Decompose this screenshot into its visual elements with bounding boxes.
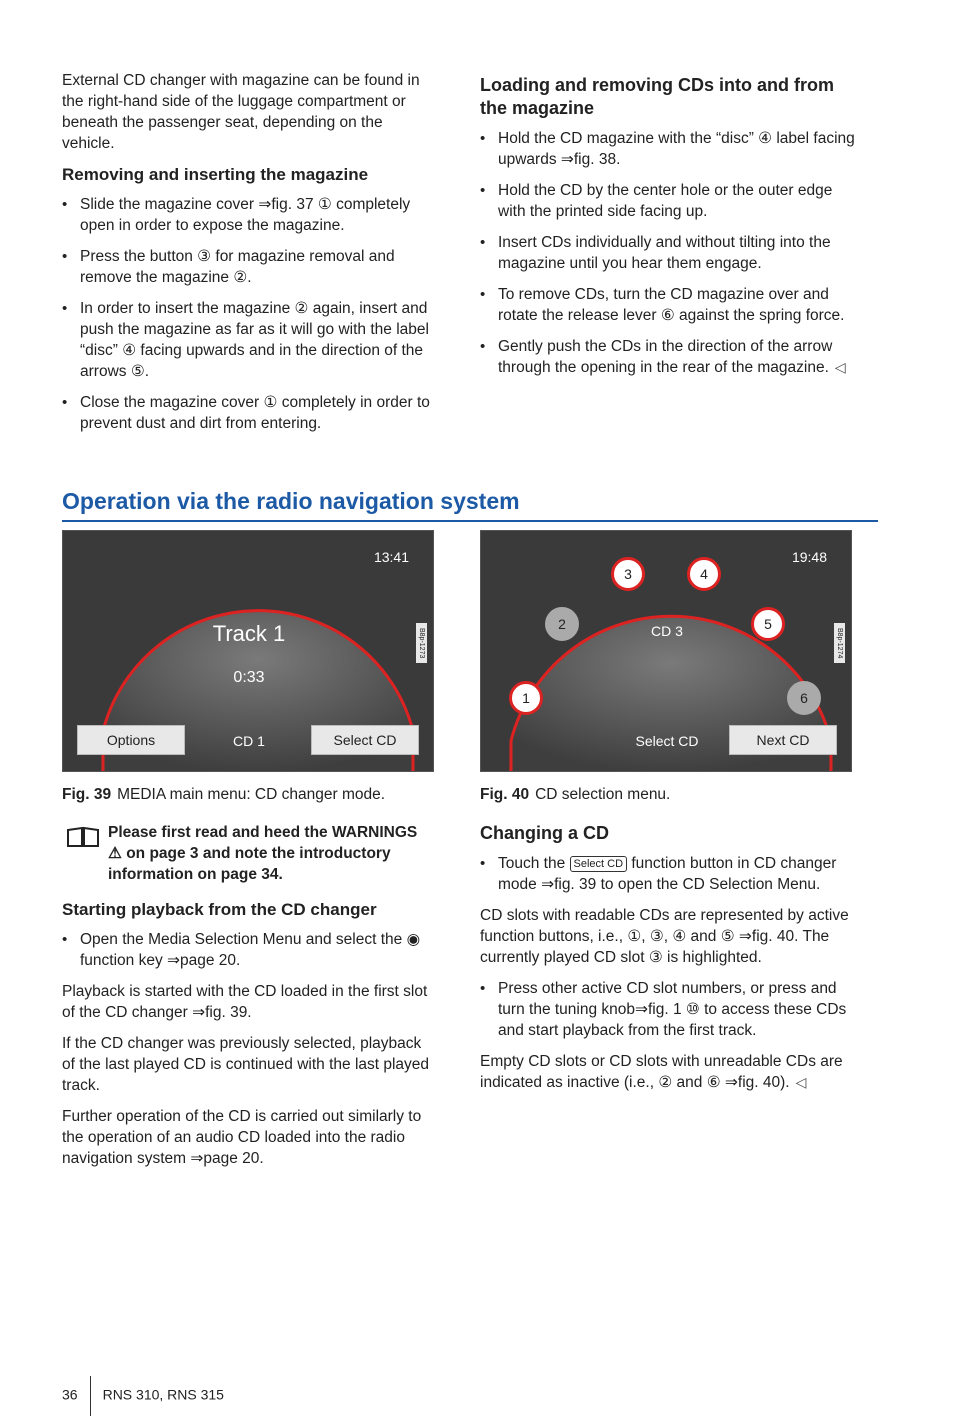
page-number: 36 [62, 1386, 78, 1403]
bullet-item: • In order to insert the magazine ② again, insert and push the magazine as far as it will go with the label “disc” ④ facing upwards and in the direction of the arrows ⑤. [62, 298, 434, 382]
bullet-item: • Insert CDs individually and without tilting into the magazine until you hear them engage. [480, 232, 858, 274]
caption-text: CD selection menu. [535, 786, 671, 803]
next-cd-button[interactable]: Next CD [729, 725, 837, 755]
bullet-item: • To remove CDs, turn the CD magazine over and rotate the release lever ⑥ against the spring force. [480, 284, 858, 326]
bullet-pre: Touch the [498, 855, 566, 872]
bullet-item: • Press other active CD slot numbers, or press and turn the tuning knob⇒fig. 1 ⑩ to access these CDs and start playback from the first track. [480, 978, 858, 1041]
select-cd-label: Select CD [635, 733, 699, 749]
paragraph: If the CD changer was previously selected, playback of the last played CD is continued with the last played track. [62, 1035, 430, 1094]
options-button[interactable]: Options [77, 725, 185, 755]
left-top-column [62, 70, 434, 444]
left-bottom-column [62, 530, 434, 1179]
fig39-caption [62, 786, 434, 804]
cd-slot-6-button[interactable]: 6 [787, 681, 821, 715]
footer-divider [90, 1376, 91, 1416]
paragraph: CD slots with readable CDs are represented by active function buttons, i.e., ①, ③, ④ and ⑤ ⇒fig. 40. The currently played CD slot ③ is highlighted. [480, 907, 849, 966]
right-top-column [480, 70, 858, 388]
cd-slot-5-button[interactable]: 5 [751, 607, 785, 641]
bullet-item: • Close the magazine cover ① completely in order to prevent dust and dirt from entering. [62, 392, 434, 434]
bullet-item: • Hold the CD magazine with the “disc” ④ label facing upwards ⇒fig. 38. [480, 128, 858, 170]
select-cd-button[interactable]: Select CD [311, 725, 419, 755]
warning-note [62, 822, 434, 885]
paragraph: Playback is started with the CD loaded in the first slot of the CD changer ⇒fig. 39. [62, 983, 428, 1021]
loading-bullets [480, 128, 858, 378]
model-name: RNS 310, RNS 315 [102, 1386, 224, 1403]
note-text: Please first read and heed the WARNINGS ⚠ on page 3 and note the introductory information on page 34. [108, 824, 418, 883]
changing-bullets [480, 853, 858, 895]
changing-bullets-2 [480, 978, 858, 1041]
caption-number: Fig. 39 [62, 786, 112, 803]
fig39-screen [62, 530, 434, 772]
fig40-caption [480, 786, 858, 804]
end-of-section-icon: ◁ [795, 1074, 807, 1090]
cd-slot-3-button[interactable]: 3 [611, 557, 645, 591]
bullet-item: • Hold the CD by the center hole or the outer edge with the printed side facing up. [480, 180, 858, 222]
clock-display: 19:48 [791, 549, 827, 565]
heading-loading-removing: Loading and removing CDs into and from the magazine [480, 75, 835, 118]
cd-slot-2-button[interactable]: 2 [545, 607, 579, 641]
caption-text: MEDIA main menu: CD changer mode. [117, 786, 386, 803]
cd-slot-4-button[interactable]: 4 [687, 557, 721, 591]
bullet-post: function button in CD changer mode ⇒fig. 39 to open the CD Selection Menu. [498, 855, 837, 893]
caption-number: Fig. 40 [480, 786, 530, 803]
figure-code: B8p-1274 [834, 623, 845, 663]
clock-display: 13:41 [373, 549, 409, 565]
heading-starting-playback: Starting playback from the CD changer [62, 900, 377, 919]
paragraph-text: Empty CD slots or CD slots with unreadable CDs are indicated as inactive (i.e., ② and ⑥ ⇒fig. 40). [480, 1053, 843, 1091]
section-divider [62, 520, 878, 522]
heading-changing-cd: Changing a CD [480, 823, 609, 843]
fig40-screen [480, 530, 852, 772]
figure-code: B8p-1273 [416, 623, 427, 663]
right-bottom-column [480, 530, 858, 1103]
current-cd-label: CD 1 [233, 733, 265, 749]
bullet-item [480, 336, 858, 378]
heading-removing-inserting: Removing and inserting the magazine [62, 165, 369, 184]
bullet-item: • Press the button ③ for magazine removal and remove the magazine ②. [62, 246, 434, 288]
current-cd-label: CD 3 [651, 623, 683, 639]
removing-bullets [62, 194, 434, 434]
track-title: Track 1 [212, 621, 286, 646]
cd-slot-1-button[interactable]: 1 [509, 681, 543, 715]
page-footer [62, 1376, 224, 1416]
paragraph [480, 1051, 858, 1093]
bullet-item: • Open the Media Selection Menu and select the ◉ function key ⇒page 20. [62, 929, 434, 971]
paragraph: Further operation of the CD is carried out similarly to the operation of an audio CD loaded into the radio navigation system ⇒page 20. [62, 1108, 422, 1167]
select-cd-key: Select CD [570, 856, 628, 872]
bullet-item: • Slide the magazine cover ⇒fig. 37 ① completely open in order to expose the magazine. [62, 194, 434, 236]
bullet-text: Gently push the CDs in the direction of the arrow through the opening in the rear of the magazine. [498, 338, 833, 376]
intro-paragraph: External CD changer with magazine can be found in the right-hand side of the luggage compartment or beneath the passenger seat, depending on the vehicle. [62, 72, 420, 152]
bullet-item [480, 853, 858, 895]
track-time: 0:33 [233, 669, 265, 686]
book-icon [66, 826, 100, 848]
section-title: Operation via the radio navigation system [62, 488, 520, 514]
end-of-section-icon: ◁ [834, 359, 846, 375]
playback-bullets [62, 929, 434, 971]
